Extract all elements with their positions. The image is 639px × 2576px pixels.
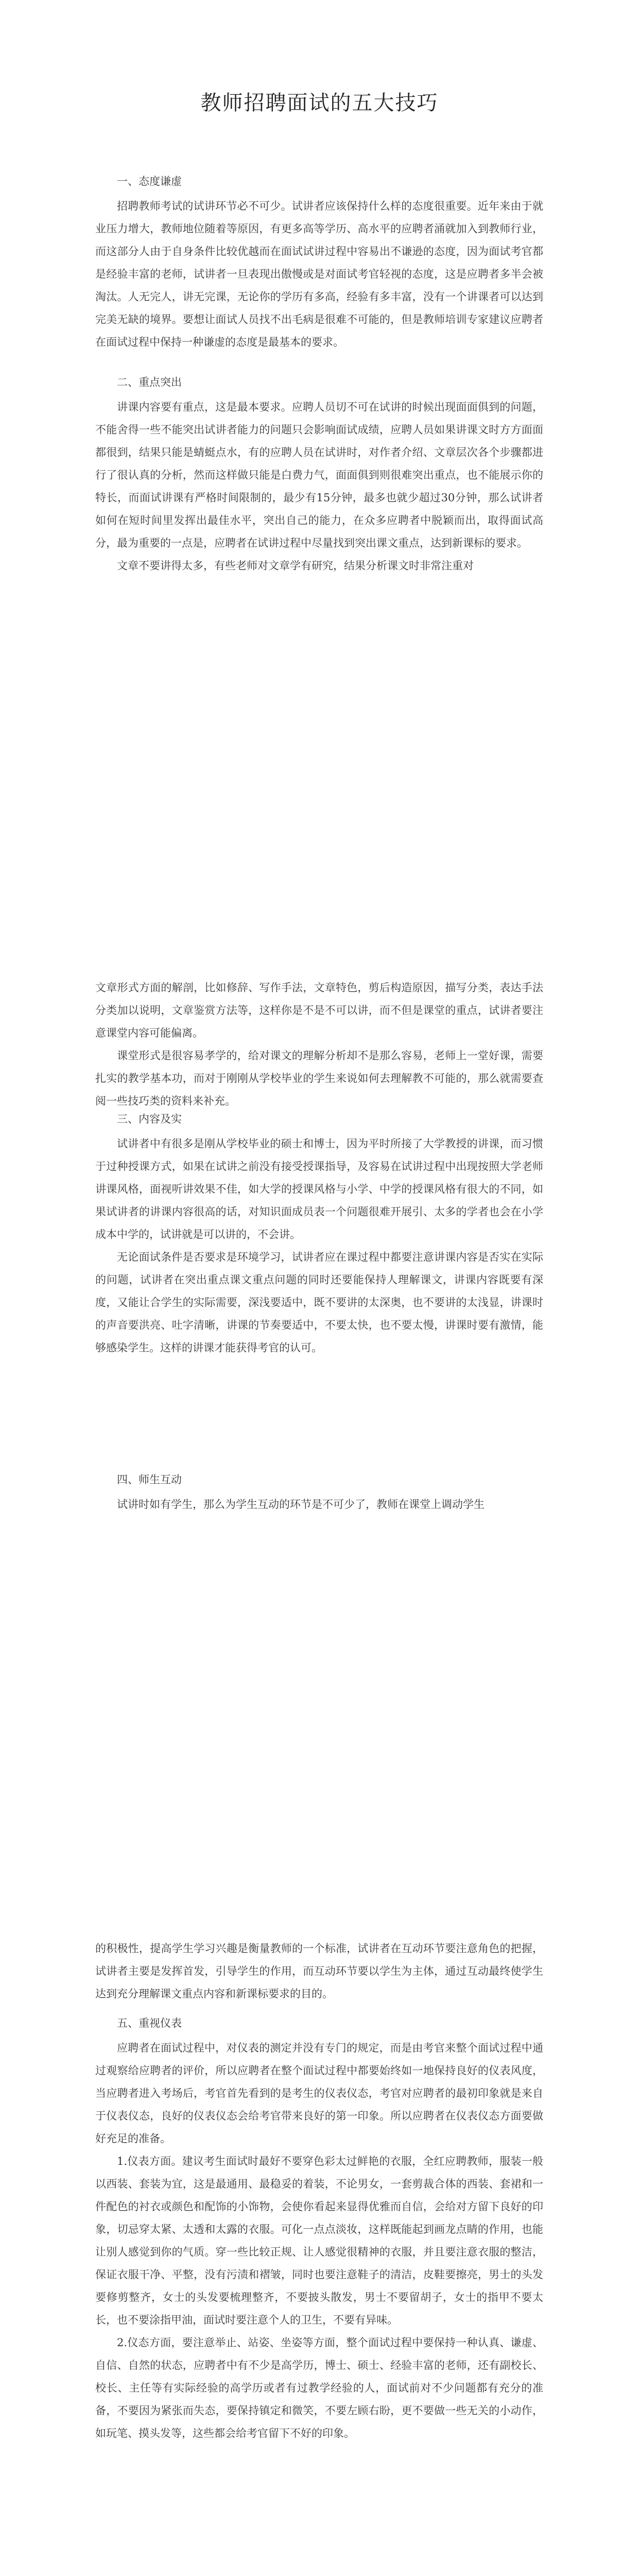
section-heading: 五、重视仪表 xyxy=(117,2017,182,2029)
paragraph: 招聘教师考试的试讲环节必不可少。试讲者应该保持什么样的态度很重要。近年来由于就业压力增大，教师地位随着等原因，有更多高等学历、高水平的应聘者涌就加入到教师行业，而这部分人由于自身条件比较优越而在面试试讲过程中容易出不谦逊的态度，因为面试考官都是经验丰富的老师，试讲者一旦表现出傲慢或是对面试考官轻视的态度，这是应聘者多半会被淘汰。人无完人，讲无完课，无论你的学历有多高，经验有多丰富，没有一个讲课者可以达到完美无缺的境界。要想让面试人员找不出毛病是很难不可能的，但是教师培训专家建议应聘者在面试过程中保持一种谦虚的态度是最基本的要求。 xyxy=(95,200,543,348)
paragraph: 1.仪表方面。建议考生面试时最好不要穿色彩太过鲜艳的衣服，全红应聘教师，服装一般以西装、套装为宜，这是最通用、最稳妥的着装，不论男女，一套剪裁合体的西装、套裙和一件配色的衬衣或颜色和配饰的小饰物，会使你看起来显得优雅而自信，会给对方留下良好的印象，切忌穿太紧、太透和太露的衣服。可化一点点淡妆，这样既能起到画龙点睛的作用，也能让别人感觉到你的气质。穿一些比较正规、让人感觉很精神的衣服，并且要注意衣服的整洁，保证衣服干净、平整，没有污渍和褶皱，同时也要注意鞋子的清洁，皮鞋要擦亮，男士的头发要修剪整齐，女士的头发要梳理整齐，不要披头散发，男士不要留胡子，女士的指甲不要太长，也不要涂指甲油，面试时要注意个人的卫生，不要有异味。 xyxy=(95,2155,543,2326)
section-heading: 一、态度谦虚 xyxy=(117,175,182,188)
section-body xyxy=(95,2037,543,2445)
paragraph: 讲课内容要有重点，这是最本要求。应聘人员切不可在试讲的时候出现面面俱到的问题，不能舍得一些不能突出试讲者能力的问题只会影响面试成绩，应聘人员如果讲课文时方方面面都很到，结果只能是蜻蜓点水，有的应聘人员在试讲时，对作者介绍、文章层次各个步骤都进行了很认真的分析，然而这样做只能是白费力气，面面俱到则很难突出重点，也不能展示你的特长，而面试讲课有严格时间限制的，最少有15分钟，最多也就少超过30分钟，那么试讲者如何在短时间里发挥出最佳水平，突出自己的能力，在众多应聘者中脱颖而出，取得面试高分，最为重要的一点是，应聘者在试讲过程中尽量找到突出课文重点，达到新课标的要求。 xyxy=(95,401,543,549)
section-body xyxy=(95,976,543,1112)
section-heading: 四、师生互动 xyxy=(117,1473,182,1486)
section-body xyxy=(95,396,543,577)
paragraph: 试讲者中有很多是刚从学校毕业的硕士和博士，因为平时所接了大学教授的讲课，而习惯于过种授课方式，如果在试讲之前没有接受授课指导，及容易在试讲过程中出现按照大学老师讲课风格，面视听讲效果不佳，如大学的授课风格与小学、中学的授课风格有很大的不同，如果试讲者的讲课内容很高的话，对知识面成员表一个问题很难开展引、太多的学者也会在小学成本中学的，试讲就是可以讲的，不会讲。 xyxy=(95,1138,543,1241)
section-body xyxy=(95,1937,543,2005)
paragraph: 的积极性，提高学生学习兴趣是衡量教师的一个标准，试讲者在互动环节要注意角色的把握，试讲者主要是发挥首发，引导学生的作用，而互动环节要以学生为主体，通过互动最终使学生达到充分理解课文重点内容和新课标要求的目的。 xyxy=(95,1942,543,2000)
section-body xyxy=(95,1132,543,1359)
section-heading: 三、内容及实 xyxy=(117,1113,182,1125)
section-heading: 二、重点突出 xyxy=(117,376,182,388)
paragraph: 文章形式方面的解剖，比如修辞、写作手法，文章特色，剪后构造原因，描写分类，表达手法分类加以说明，文章鉴赏方法等，这样你是不是不可以讲，而不但是课堂的重点，试讲者要注意课堂内容可能偏离。 xyxy=(95,981,543,1039)
paragraph: 文章不要讲得太多，有些老师对文章学有研究，结果分析课文时非常注重对 xyxy=(117,560,474,572)
paragraph: 2.仪态方面，要注意举止、站姿、坐姿等方面，整个面试过程中要保持一种认真、谦虚、自信、自然的状态，应聘者中有不少是高学历，博士、硕士、经验丰富的老师，还有副校长、校长、主任等有实际经验的高学历或者有过教学经验的人，面试前对不少问题都有充分的准备，不要因为紧张而失态，要保持镇定和微笑，不要左顾右盼，更不要做一些无关的小动作，如玩笔、摸头发等，这些都会给考官留下不好的印象。 xyxy=(95,2336,543,2439)
paragraph: 无论面试条件是否要求是环境学习，试讲者应在课过程中都要注意讲课内容是否实在实际的问题，试讲者在突出重点课文重点问题的同时还要能保持人理解课文，讲课内容既要有深度，又能让合学生的实际需要，深浅要适中，既不要讲的太深奥，也不要讲的太浅显，讲课时的声音要洪亮、吐字清晰，讲课的节奏要适中，不要太快，也不要太慢，讲课时要有激情，能够感染学生。这样的讲课才能获得考官的认可。 xyxy=(95,1251,543,1354)
paragraph: 应聘者在面试过程中，对仪表的测定并没有专门的规定，而是由考官来整个面试过程中通过观察给应聘者的评价，所以应聘者在整个面试过程中都要始终如一地保持良好的仪表风度，当应聘者进入考场后，考官首先看到的是考生的仪表仪态，考官对应聘者的最初印象就是来自于仪表仪态，良好的仪表仪态会给考官带来良好的第一印象。所以应聘者在仪表仪态方面要做好充足的准备。 xyxy=(95,2042,543,2145)
section-body xyxy=(95,195,543,353)
paragraph: 课堂形式是很容易孝学的，给对课文的理解分析却不是那么容易，老师上一堂好课，需要扎实的教学基本功，而对于刚刚从学校毕业的学生来说如何去理解教不可能的，那么就需要查阅一些技巧类的资料来补充。 xyxy=(95,1049,543,1107)
section-body xyxy=(95,1493,543,1516)
document-title: 教师招聘面试的五大技巧 xyxy=(200,91,439,115)
paragraph: 试讲时如有学生，那么为学生互动的环节是不可少了，教师在课堂上调动学生 xyxy=(117,1498,485,1511)
